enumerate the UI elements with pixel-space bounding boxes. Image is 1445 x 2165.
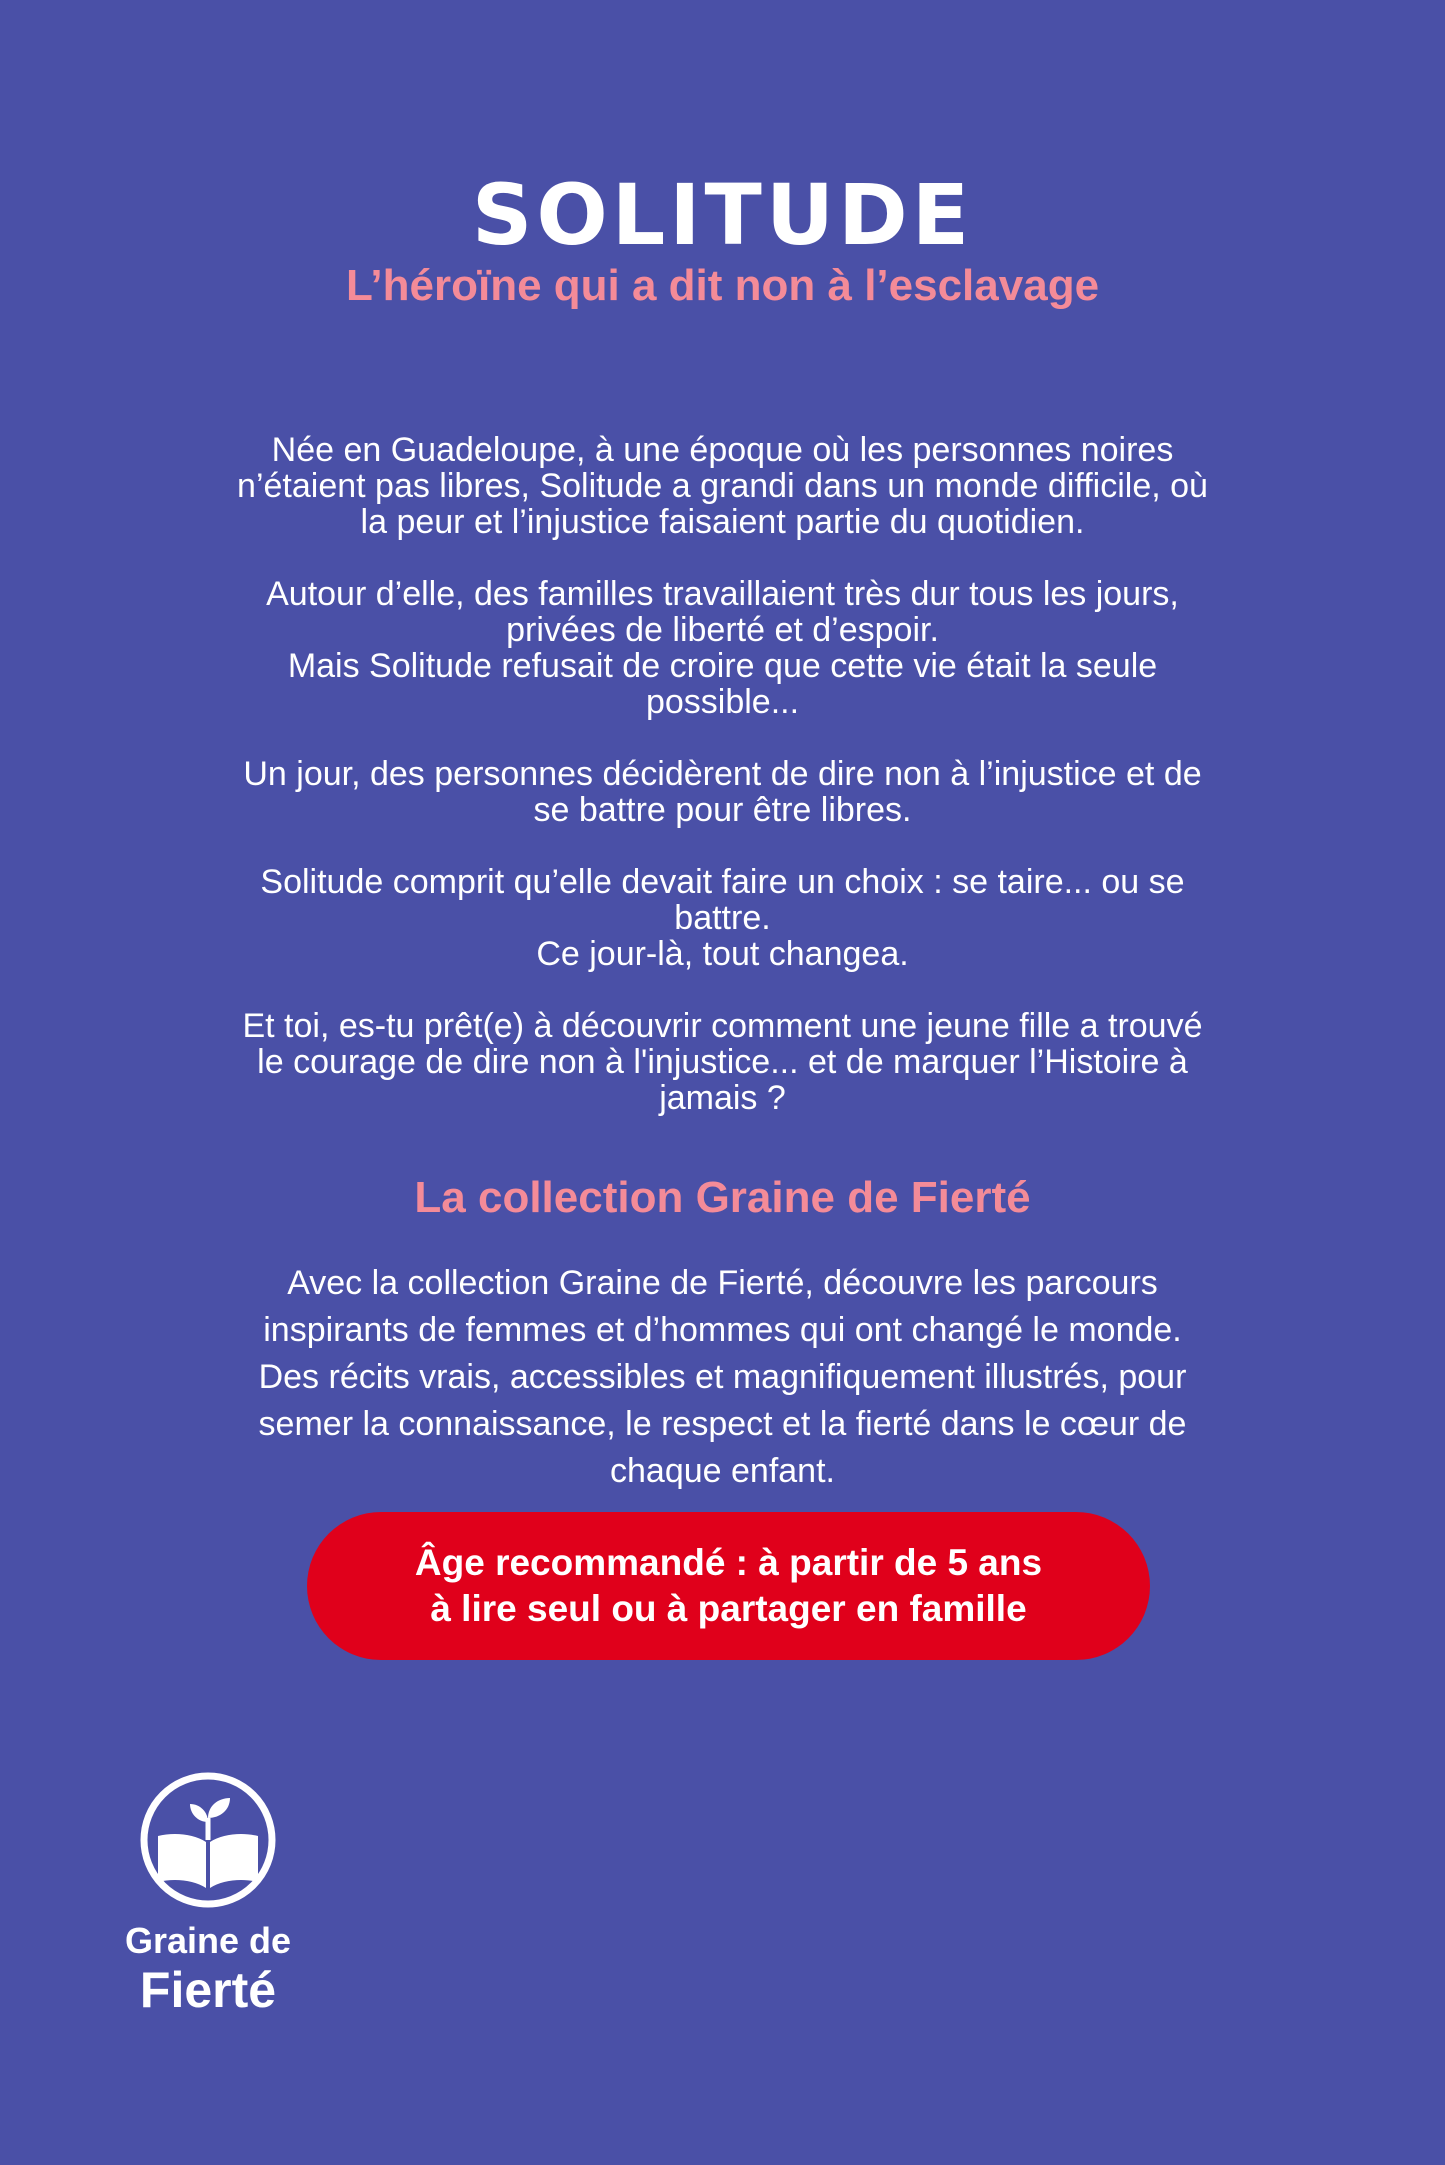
text-line: Avec la collection Graine de Fierté, découvre les parcours <box>287 1264 1158 1302</box>
logo-text-line-2: Fierté <box>139 1962 277 2018</box>
story-paragraph-4 <box>110 864 1335 972</box>
story-paragraph-5 <box>110 1008 1335 1116</box>
text-line: Un jour, des personnes décidèrent de dire non à l’injustice et de <box>243 755 1202 793</box>
story-paragraph-3 <box>110 756 1335 828</box>
publisher-logo <box>108 1770 308 2030</box>
age-badge-line-2: à lire seul ou à partager en famille <box>430 1588 1027 1629</box>
book-title: SOLITUDE <box>471 166 974 264</box>
text-line: semer la connaissance, le respect et la fierté dans le cœur de <box>258 1405 1187 1443</box>
collection-heading: La collection Graine de Fierté <box>414 1173 1031 1222</box>
text-line: chaque enfant. <box>610 1452 835 1490</box>
text-line: Solitude comprit qu’elle devait faire un choix : se taire... ou se <box>260 863 1185 901</box>
text-line: le courage de dire non à l'injustice... et de marquer l’Histoire à <box>257 1043 1188 1081</box>
age-recommendation-badge <box>307 1512 1150 1660</box>
text-line: Née en Guadeloupe, à une époque où les personnes noires <box>271 431 1174 469</box>
text-line: inspirants de femmes et d’hommes qui ont changé le monde. <box>263 1311 1182 1349</box>
text-line: Ce jour-là, tout changea. <box>536 935 909 973</box>
story-text <box>110 432 1335 1116</box>
text-line: Des récits vrais, accessibles et magnifiquement illustrés, pour <box>258 1358 1187 1396</box>
text-line: n’étaient pas libres, Solitude a grandi dans un monde difficile, où <box>237 467 1208 505</box>
text-line: Mais Solitude refusait de croire que cette vie était la seule <box>287 647 1158 685</box>
seedling-book-icon <box>138 1770 278 1910</box>
text-line: possible... <box>645 683 800 721</box>
text-line: Autour d’elle, des familles travaillaient très dur tous les jours, <box>266 575 1179 613</box>
story-paragraph-1 <box>110 432 1335 540</box>
text-line: jamais ? <box>659 1079 786 1117</box>
text-line: Et toi, es-tu prêt(e) à découvrir comment une jeune fille a trouvé <box>242 1007 1203 1045</box>
text-line: la peur et l’injustice faisaient partie du quotidien. <box>360 503 1085 541</box>
story-paragraph-2 <box>110 576 1335 720</box>
text-line: battre. <box>674 899 771 937</box>
book-subtitle: L’héroïne qui a dit non à l’esclavage <box>345 261 1100 310</box>
collection-description <box>110 1260 1335 1495</box>
logo-text-line-1: Graine de <box>124 1920 292 1961</box>
text-line: se battre pour être libres. <box>533 791 912 829</box>
text-line: privées de liberté et d’espoir. <box>506 611 939 649</box>
age-badge-line-1: Âge recommandé : à partir de 5 ans <box>414 1542 1043 1583</box>
